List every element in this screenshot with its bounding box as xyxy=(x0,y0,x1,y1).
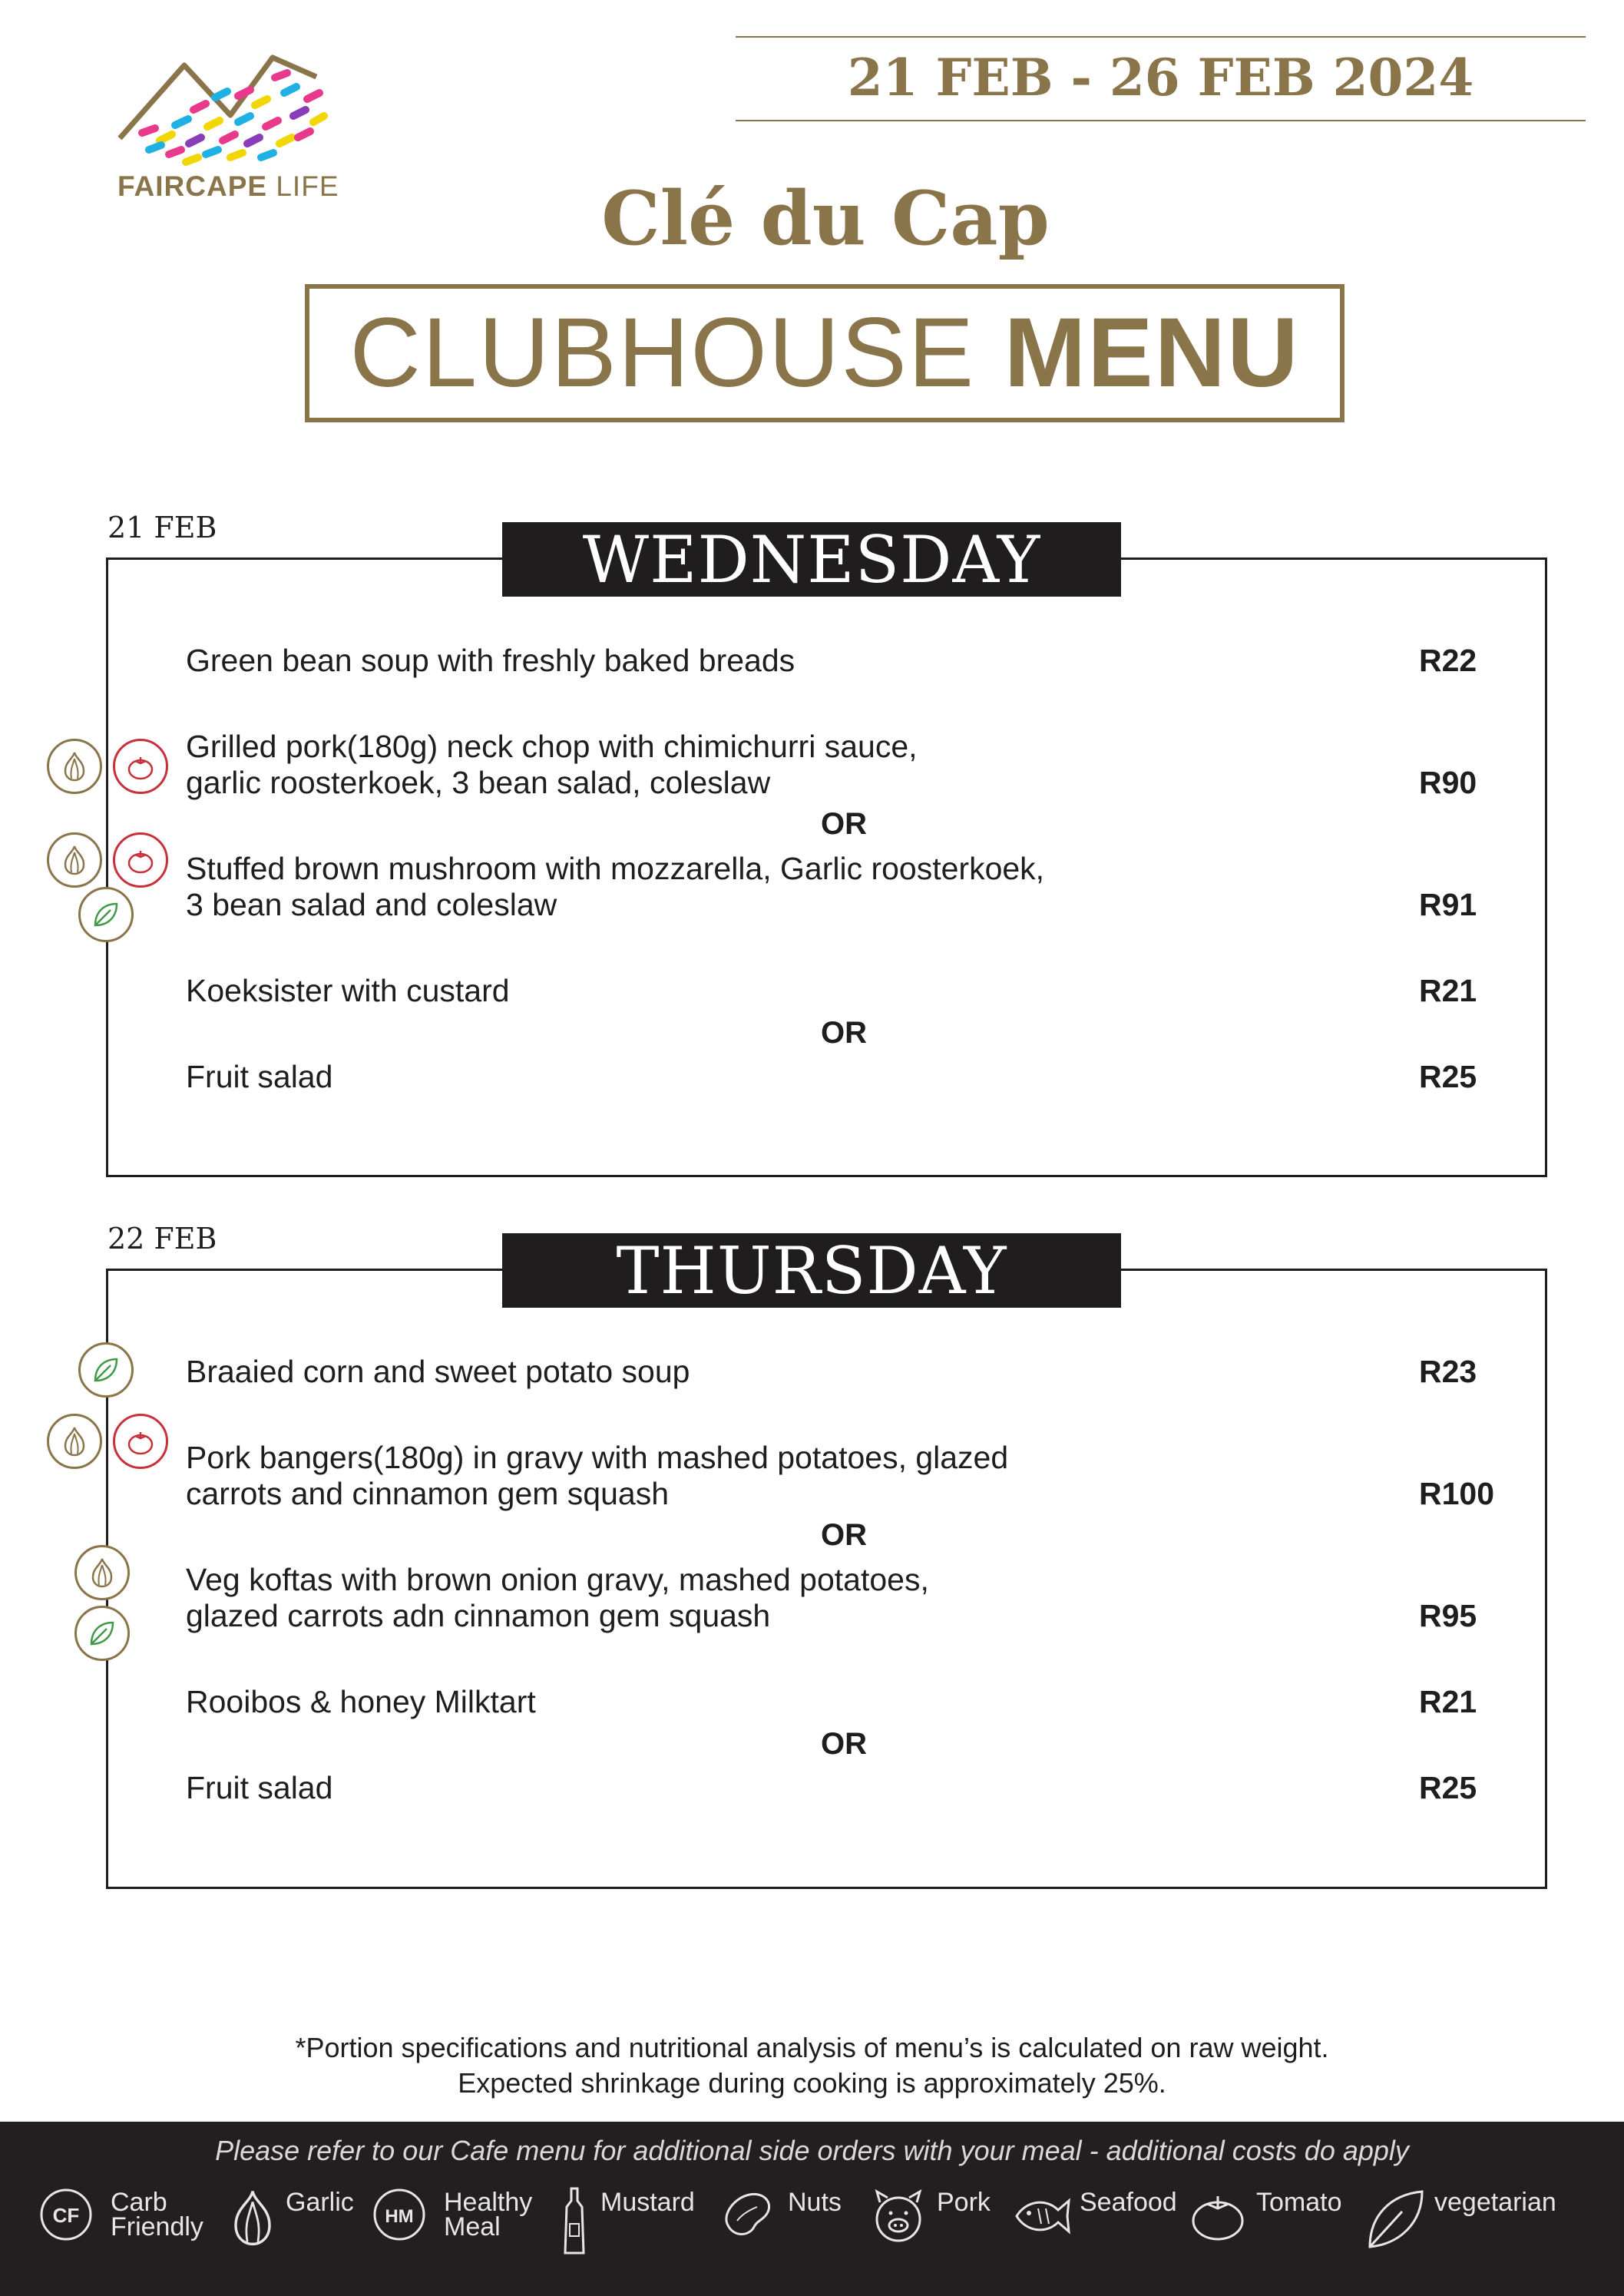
or-divider: OR xyxy=(821,1518,867,1552)
menu-item: Rooibos & honey Milktart xyxy=(186,1684,536,1719)
vegetarian-icon xyxy=(78,887,134,942)
item-price: R23 xyxy=(1419,1354,1477,1389)
menu-item: Veg koftas with brown onion gravy, mashed potatoes, glazed carrots adn cinnamon gem squash xyxy=(186,1562,929,1633)
garlic-icon xyxy=(47,739,102,794)
menu-item: Koeksister with custard xyxy=(186,973,510,1008)
svg-text:CF: CF xyxy=(52,2204,80,2227)
brand-name: FAIRCAPE LIFE xyxy=(117,170,339,202)
day-banner-wednesday: WEDNESDAY xyxy=(502,522,1121,597)
legend-label-garlic: Garlic xyxy=(286,2188,354,2217)
legend-label-carb-friendly: Carb Friendly xyxy=(111,2188,203,2241)
item-price: R100 xyxy=(1419,1476,1495,1511)
menu-item: Fruit salad xyxy=(186,1770,333,1805)
menu-item: Stuffed brown mushroom with mozzarella, Garlic roosterkoek, 3 bean salad and coleslaw xyxy=(186,851,1045,922)
date-range: 21 FEB - 26 FEB 2024 xyxy=(847,48,1474,108)
tomato-icon xyxy=(1189,2187,1247,2245)
vegetarian-icon xyxy=(78,1342,134,1398)
menu-item: Grilled pork(180g) neck chop with chimichurri sauce, garlic roosterkoek, 3 bean salad, coleslaw xyxy=(186,729,918,800)
vegetarian-icon xyxy=(1364,2185,1427,2251)
hm-icon xyxy=(372,2187,427,2242)
vegetarian-icon xyxy=(74,1606,130,1661)
venue-name: Clé du Cap xyxy=(601,175,1050,262)
menu-item: Pork bangers(180g) in gravy with mashed potatoes, glazed carrots and cinnamon gem squash xyxy=(186,1440,1009,1511)
or-divider: OR xyxy=(821,1016,867,1050)
date-rule-top xyxy=(736,36,1586,38)
item-price: R91 xyxy=(1419,887,1477,922)
day-banner-thursday: THURSDAY xyxy=(502,1233,1121,1308)
mustard-icon xyxy=(559,2185,590,2258)
item-price: R90 xyxy=(1419,765,1477,800)
or-divider: OR xyxy=(821,807,867,841)
legend-label-tomato: Tomato xyxy=(1256,2188,1342,2217)
menu-title-box xyxy=(305,284,1345,422)
legend-label-pork: Pork xyxy=(937,2188,991,2217)
garlic-icon xyxy=(227,2187,278,2248)
menu-title: CLUBHOUSE MENU xyxy=(349,298,1300,408)
garlic-icon xyxy=(47,1414,102,1469)
legend-label-seafood: Seafood xyxy=(1080,2188,1177,2217)
item-price: R95 xyxy=(1419,1598,1477,1633)
day-date: 22 FEB xyxy=(107,1222,217,1256)
day-date: 21 FEB xyxy=(107,511,217,544)
cf-icon xyxy=(38,2187,94,2242)
item-price: R25 xyxy=(1419,1770,1477,1805)
svg-text:HM: HM xyxy=(385,2206,414,2227)
legend-label-healthy-meal: Healthy Meal xyxy=(444,2188,533,2241)
seafood-icon xyxy=(1012,2187,1073,2245)
menu-item: Braaied corn and sweet potato soup xyxy=(186,1354,690,1389)
or-divider: OR xyxy=(821,1727,867,1761)
item-price: R25 xyxy=(1419,1059,1477,1094)
legend-label-vegetarian: vegetarian xyxy=(1434,2188,1556,2217)
tomato-icon xyxy=(113,739,168,794)
legend-label-mustard: Mustard xyxy=(600,2188,695,2217)
item-price: R21 xyxy=(1419,973,1477,1008)
menu-item: Fruit salad xyxy=(186,1059,333,1094)
menu-item: Green bean soup with freshly baked breads xyxy=(186,643,795,678)
tomato-icon xyxy=(113,832,168,888)
pork-icon xyxy=(869,2187,928,2245)
footer-note: Please refer to our Cafe menu for additional side orders with your meal - additional costs do apply xyxy=(215,2135,1409,2166)
date-rule-bottom xyxy=(736,120,1586,121)
garlic-icon xyxy=(74,1545,130,1600)
legend-label-nuts: Nuts xyxy=(788,2188,842,2217)
footnote-line-1: *Portion specifications and nutritional analysis of menu’s is calculated on raw weight. xyxy=(295,2032,1329,2063)
nuts-icon xyxy=(719,2187,777,2245)
footnote-line-2: Expected shrinkage during cooking is approximately 25%. xyxy=(458,2067,1166,2099)
item-price: R21 xyxy=(1419,1684,1477,1719)
tomato-icon xyxy=(113,1414,168,1469)
garlic-icon xyxy=(47,832,102,888)
item-price: R22 xyxy=(1419,643,1477,678)
